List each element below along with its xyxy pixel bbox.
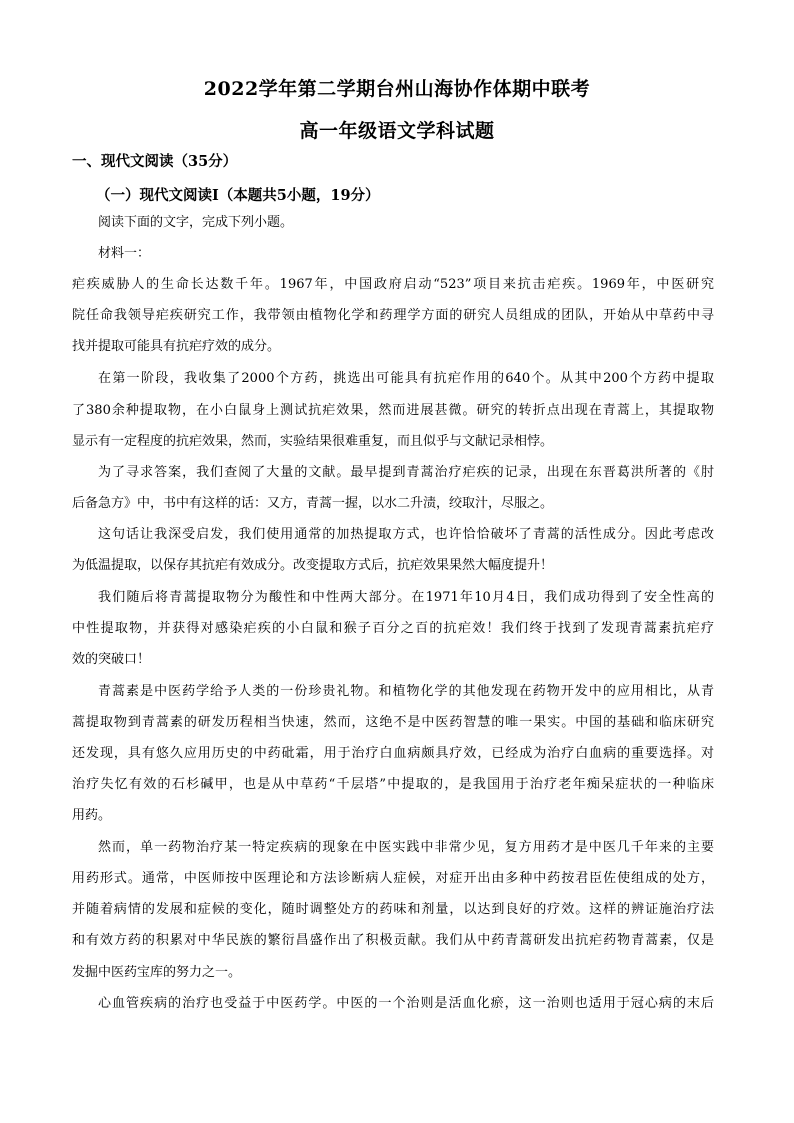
paragraph-line: 然而，单一药物治疗某一特定疾病的现象在中医实践中非常少见，复方用药才是中医几千年来的主要 — [98, 840, 714, 855]
paragraph-line: 我们随后将青蒿提取物分为酸性和中性两大部分。在1971年10月4日，我们成功得到了安全性高的 — [98, 590, 714, 605]
paragraph-line: 为低温提取，以保存其抗疟有效成分。改变提取方式后，抗疟效果果然大幅度提升！ — [72, 558, 554, 573]
paragraph-line: 治疗失忆有效的石杉碱甲，也是从中草药“千层塔”中提取的，是我国用于治疗老年痴呆症状的一种临床 — [72, 777, 714, 792]
paragraph-line: 了380余种提取物，在小白鼠身上测试抗疟效果，然而进展甚微。研究的转折点出现在青蒿上，其提取物 — [72, 403, 714, 418]
paragraph-line: 发掘中医药宝库的努力之一。 — [72, 965, 242, 980]
paragraph-line: 院任命我领导疟疾研究工作，我带领由植物化学和药理学方面的研究人员组成的团队，开始从中草药中寻 — [72, 308, 714, 323]
paragraph-line: 效的突破口！ — [72, 652, 151, 667]
exam-title: 2022学年第二学期台州山海协作体期中联考 — [203, 78, 591, 100]
paragraph-line: 并随着病情的发展和症候的变化，随时调整处方的药味和剂量，以达到良好的疗效。这样的辨证施治疗法 — [72, 902, 714, 917]
paragraph-line: 后备急方》中，书中有这样的话：又方，青蒿一握，以水二升渍，绞取汁，尽服之。 — [72, 496, 554, 511]
paragraph-line: 中性提取物，并获得对感染疟疾的小白鼠和猴子百分之百的抗疟效！我们终于找到了发现青蒿素抗疟疗 — [72, 621, 714, 636]
paragraph-line: 为了寻求答案，我们查阅了大量的文献。最早提到青蒿治疗疟疾的记录，出现在东晋葛洪所著的《肘 — [98, 465, 714, 480]
paragraph-line: 疟疾威胁人的生命长达数千年。1967年，中国政府启动“523”项目来抗击疟疾。1969年，中医研究 — [72, 277, 714, 292]
material-label: 材料一： — [98, 246, 151, 261]
paragraph-line: 用药形式。通常，中医师按中医理论和方法诊断病人症候，对症开出由多种中药按君臣佐使组成的处方， — [72, 871, 714, 886]
section-heading: 一、现代文阅读（35分） — [72, 153, 238, 170]
paragraph-line: 显示有一定程度的抗疟效果，然而，实验结果很难重复，而且似乎与文献记录相悖。 — [72, 434, 554, 449]
instruction-text: 阅读下面的文字，完成下列小题。 — [98, 215, 294, 230]
subsection-heading: （一）现代文阅读Ⅰ（本题共5小题，19分） — [96, 187, 380, 204]
exam-subtitle: 高一年级语文学科试题 — [299, 120, 495, 142]
paragraph-line: 在第一阶段，我收集了2000个方药，挑选出可能具有抗疟作用的640个。从其中200个方药中提取 — [98, 371, 714, 386]
paragraph-line: 还发现，具有悠久应用历史的中药砒霜，用于治疗白血病颇具疗效，已经成为治疗白血病的重要选择。对 — [72, 746, 714, 761]
paragraph-line: 蒿提取物到青蒿素的研发历程相当快速，然而，这绝不是中医药智慧的唯一果实。中国的基础和临床研究 — [72, 715, 714, 730]
paragraph-line: 心血管疾病的治疗也受益于中医药学。中医的一个治则是活血化瘀，这一治则也适用于冠心病的末后 — [98, 996, 714, 1011]
paragraph-line: 青蒿素是中医药学给予人类的一份珍贵礼物。和植物化学的其他发现在药物开发中的应用相比，从青 — [98, 684, 714, 699]
paragraph-line: 这句话让我深受启发，我们使用通常的加热提取方式，也许恰恰破坏了青蒿的活性成分。因此考虑改 — [98, 527, 714, 542]
paragraph-line: 找并提取可能具有抗疟疗效的成分。 — [72, 339, 281, 354]
paragraph-line: 用药。 — [72, 808, 112, 823]
paragraph-line: 和有效方药的积累对中华民族的繁衍昌盛作出了积极贡献。我们从中药青蒿研发出抗疟药物青蒿素，仅是 — [72, 933, 714, 948]
